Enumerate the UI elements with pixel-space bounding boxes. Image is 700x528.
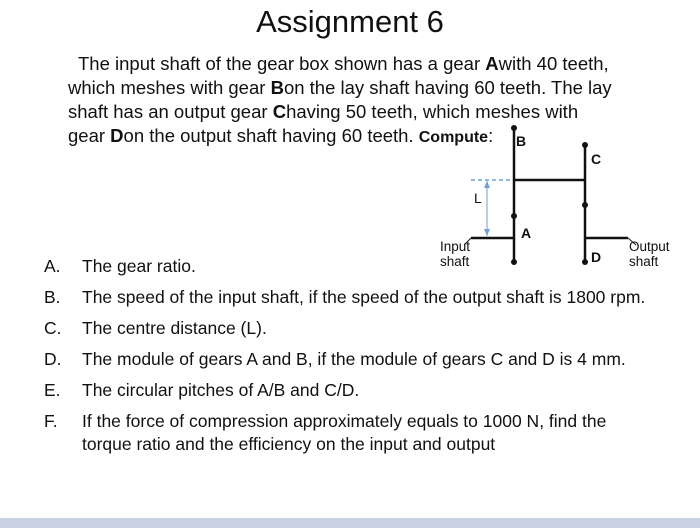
question-text: The module of gears A and B, if the module of gears C and D is 4 mm. [82,349,626,369]
question-letter: A. [44,256,61,276]
diagram-label-D: D [591,249,602,265]
intro-line-3: shaft has an output gear Chaving 50 teeth, which meshes with [68,101,579,122]
question-item-a [44,255,442,278]
diagram-label-B: B [516,133,527,149]
question-text: The centre distance (L). [82,318,267,338]
question-text: If the force of compression approximately equals to 1000 N, find the torque ratio and the efficiency on the input and output [82,411,607,454]
question-text: The circular pitches of A/B and C/D. [82,380,360,400]
output-shaft-label: Output shaft [629,239,670,269]
question-item-e [44,379,654,402]
gear-B-dot [511,125,517,131]
slide-bottom-bar [0,518,700,528]
gear-A-dot [511,213,517,219]
intro-line-2: which meshes with gear Bon the lay shaft having 60 teeth. The lay [68,77,612,98]
diagram-label-C: C [591,151,602,167]
question-text: The speed of the input shaft, if the speed of the output shaft is 1800 rpm. [82,287,646,307]
question-item-b [44,286,654,309]
gear-C-dot [582,142,588,148]
question-item-d [44,348,654,371]
question-letter: E. [44,380,61,400]
input-shaft-label: Input shaft [440,239,471,269]
question-item-c [44,317,654,340]
diagram-label-A: A [521,225,532,241]
question-text: The gear ratio. [82,256,196,276]
dimension-arrow-top [484,181,490,188]
question-item-f [44,410,654,456]
question-letter: F. [44,411,58,431]
gear-D-dot [582,202,588,208]
page-title: Assignment 6 [256,4,444,39]
question-letter: C. [44,318,62,338]
question-letter: B. [44,287,61,307]
diagram-label-L: L [474,190,482,206]
question-letter: D. [44,349,62,369]
intro-line-4: gear Don the output shaft having 60 teeth. Compute: [68,125,494,146]
dimension-arrow-bottom [484,229,490,236]
question-list [44,255,654,464]
intro-line-1: The input shaft of the gear box shown has a gear Awith 40 teeth, [78,53,609,74]
